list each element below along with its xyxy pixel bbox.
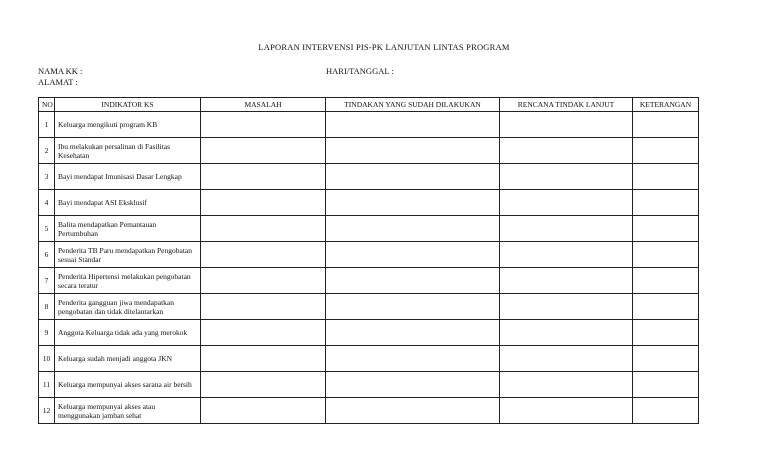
rencana-cell[interactable] [500,164,633,190]
keterangan-cell[interactable] [633,164,699,190]
keterangan-cell[interactable] [633,398,699,424]
table-row [39,112,699,138]
masalah-cell[interactable] [201,294,326,320]
keterangan-cell[interactable] [633,268,699,294]
masalah-cell[interactable] [201,138,326,164]
report-title: LAPORAN INTERVENSI PIS-PK LANJUTAN LINTAS PROGRAM [258,42,510,52]
rencana-cell[interactable] [500,320,633,346]
header-no: NO [39,98,55,112]
masalah-cell[interactable] [201,164,326,190]
indikator-cell: Balita mendapatkan Pemantauan Pertumbuhan [55,216,201,242]
tindakan-cell[interactable] [326,320,500,346]
rencana-cell[interactable] [500,216,633,242]
row-number: 6 [39,242,55,268]
rencana-cell[interactable] [500,112,633,138]
tindakan-cell[interactable] [326,216,500,242]
rencana-cell[interactable] [500,346,633,372]
rencana-cell[interactable] [500,190,633,216]
tindakan-cell[interactable] [326,372,500,398]
table-header-row [39,98,699,112]
header-rencana: RENCANA TINDAK LANJUT [500,98,633,112]
rencana-cell[interactable] [500,138,633,164]
hari-tanggal-label: HARI/TANGGAL : [326,66,394,76]
alamat-label: ALAMAT : [38,77,78,87]
keterangan-cell[interactable] [633,372,699,398]
indikator-cell: Penderita gangguan jiwa mendapatkan pengobatan dan tidak ditelantarkan [55,294,201,320]
rencana-cell[interactable] [500,372,633,398]
header-keterangan: KETERANGAN [633,98,699,112]
tindakan-cell[interactable] [326,138,500,164]
keterangan-cell[interactable] [633,112,699,138]
indikator-cell: Keluarga mempunyai akses atau menggunakan jamban sehat [55,398,201,424]
nama-kk-label: NAMA KK : [38,66,83,76]
keterangan-cell[interactable] [633,190,699,216]
keterangan-cell[interactable] [633,346,699,372]
table-row [39,164,699,190]
tindakan-cell[interactable] [326,190,500,216]
table-body [39,112,699,424]
rencana-cell[interactable] [500,398,633,424]
indikator-cell: Penderita Hipertensi melakukan pengobatan secara teratur [55,268,201,294]
row-number: 3 [39,164,55,190]
row-number: 4 [39,190,55,216]
row-number: 8 [39,294,55,320]
header-tindakan: TINDAKAN YANG SUDAH DILAKUKAN [326,98,500,112]
keterangan-cell[interactable] [633,320,699,346]
row-number: 1 [39,112,55,138]
indikator-cell: Bayi mendapat ASI Eksklusif [55,190,201,216]
rencana-cell[interactable] [500,294,633,320]
table-row [39,294,699,320]
table-row [39,398,699,424]
row-number: 10 [39,346,55,372]
keterangan-cell[interactable] [633,294,699,320]
table-row [39,216,699,242]
indikator-cell: Ibu melakukan persalinan di Fasilitas Kesehatan [55,138,201,164]
masalah-cell[interactable] [201,320,326,346]
masalah-cell[interactable] [201,346,326,372]
header-masalah: MASALAH [201,98,326,112]
table-row [39,138,699,164]
keterangan-cell[interactable] [633,242,699,268]
row-number: 2 [39,138,55,164]
keterangan-cell[interactable] [633,138,699,164]
masalah-cell[interactable] [201,190,326,216]
tindakan-cell[interactable] [326,294,500,320]
intervention-table [38,97,699,424]
header-indikator: INDIKATOR KS [55,98,201,112]
indikator-cell: Bayi mendapat Imunisasi Dasar Lengkap [55,164,201,190]
tindakan-cell[interactable] [326,242,500,268]
row-number: 5 [39,216,55,242]
table-row [39,268,699,294]
masalah-cell[interactable] [201,112,326,138]
row-number: 9 [39,320,55,346]
tindakan-cell[interactable] [326,268,500,294]
indikator-cell: Anggota Keluarga tidak ada yang merokok [55,320,201,346]
rencana-cell[interactable] [500,268,633,294]
rencana-cell[interactable] [500,242,633,268]
masalah-cell[interactable] [201,398,326,424]
tindakan-cell[interactable] [326,112,500,138]
tindakan-cell[interactable] [326,164,500,190]
indikator-cell: Penderita TB Paru mendapatkan Pengobatan sesuai Standar [55,242,201,268]
row-number: 11 [39,372,55,398]
indikator-cell: Keluarga mempunyai akses sarana air bersih [55,372,201,398]
table-row [39,346,699,372]
table-row [39,190,699,216]
masalah-cell[interactable] [201,216,326,242]
table-row [39,372,699,398]
masalah-cell[interactable] [201,242,326,268]
masalah-cell[interactable] [201,268,326,294]
keterangan-cell[interactable] [633,216,699,242]
tindakan-cell[interactable] [326,346,500,372]
indikator-cell: Keluarga sudah menjadi anggota JKN [55,346,201,372]
indikator-cell: Keluarga mengikuti program KB [55,112,201,138]
table-row [39,242,699,268]
row-number: 12 [39,398,55,424]
tindakan-cell[interactable] [326,398,500,424]
table-row [39,320,699,346]
masalah-cell[interactable] [201,372,326,398]
row-number: 7 [39,268,55,294]
